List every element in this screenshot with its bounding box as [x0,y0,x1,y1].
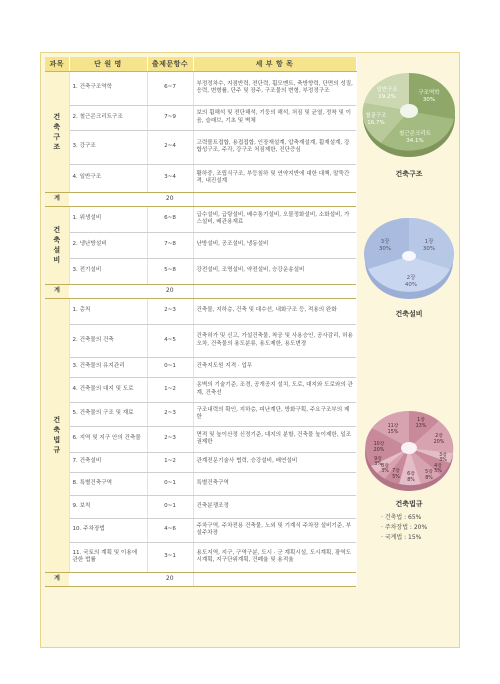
question-count: 6~7 [147,71,193,105]
total-label: 계 [45,284,69,298]
legend-item: · 건축법 : 65% [381,514,422,521]
header-count: 출제문항수 [147,57,193,71]
label-pct: 16.7% [367,120,385,126]
label-pct: 20% [373,448,385,453]
label-pct: 3% [374,462,382,467]
question-count: 7~9 [147,105,193,130]
subject-law: 건축법규 [45,298,69,572]
label-pct: 8% [425,476,433,481]
label-name: 3장 [439,453,447,458]
question-count: 4~6 [147,518,193,542]
law-chart [359,405,459,543]
total-row [45,192,356,206]
unit-name: 1. 건축구조역학 [69,71,147,105]
legend-item: · 주차장법 : 20% [381,524,428,531]
question-count: 7~8 [147,232,193,258]
structure-chart [359,61,459,179]
question-count: 1~2 [147,452,193,472]
table-row [45,452,356,472]
label-name: 10장 [373,442,385,447]
unit-name: 2. 냉난방설비 [69,232,147,258]
equipment-donut [359,213,459,303]
label-pct: 30% [378,246,392,252]
unit-name: 4. 일반구조 [69,164,147,192]
detail-items: 부정정차수, 지점반력, 전단력, 휨모멘트, 축방향력, 단면의 성질, 응력, 변형률, 단주 및 장주, 구조물의 변형, 부정정구조 [193,71,356,105]
law-caption: 건축법규 [395,500,423,508]
header-unit: 단 원 명 [69,57,147,71]
total-row [45,572,356,586]
law-legend [359,513,459,543]
table-row [45,518,356,542]
label-pct: 5% [434,469,442,474]
question-count: 5~8 [147,258,193,284]
detail-items: 급수설비, 급탕설비, 배수통기설비, 오물정화설비, 소화설비, 가스설비, 배관용재료 [193,206,356,232]
table-row [45,258,356,284]
question-count: 6~8 [147,206,193,232]
unit-name: 10. 주차장법 [69,518,147,542]
question-count: 2~3 [147,426,193,452]
donut-hole [401,442,417,454]
detail-items: 옹벽의 기술기준, 조경, 공개공지 설치, 도로, 대지와 도로와의 관계, 건축선 [193,377,356,402]
unit-name: 9. 보칙 [69,495,147,518]
header-detail: 세 부 항 목 [193,57,356,71]
structure-donut [359,61,459,161]
table-row [45,402,356,426]
label-name: 철근콘크리트 [399,131,431,137]
unit-name: 8. 특별건축구역 [69,472,147,495]
detail-items: 보의 휨해석 및 전단해석, 기둥의 해석, 처짐 및 균열, 정착 및 이음, 슬래브, 기초 및 벽체 [193,105,356,130]
detail-items: 구조내력의 확인, 지하층, 피난계단, 방화구획, 주요구조부의 제한 [193,402,356,426]
label-pct: 3% [381,469,389,474]
detail-items: 건축지도원 지격 · 업무 [193,357,356,377]
exam-table [45,57,357,587]
equipment-caption: 건축설비 [395,310,423,318]
table-row [45,206,356,232]
subject-equipment: 건축설비 [45,206,69,284]
label-pct: 15% [387,430,399,435]
detail-items: 특별건축구역 [193,472,356,495]
unit-name: 3. 전기설비 [69,258,147,284]
label-pct: 5% [392,475,400,480]
label-name: 9장 [374,457,382,462]
unit-name: 3. 강구조 [69,130,147,164]
label-name: 5장 [425,470,433,475]
detail-items: 건축물, 지하층, 건축 및 대수선, 내화구조 등, 적용의 완화 [193,298,356,324]
total-label: 계 [45,572,69,586]
label-pct: 8% [407,478,415,483]
question-count: 1~2 [147,377,193,402]
unit-name: 1. 위생설비 [69,206,147,232]
detail-items: 건축분쟁조정 [193,495,356,518]
total-count: 20 [147,572,193,586]
question-count: 0~1 [147,472,193,495]
table-row [45,298,356,324]
detail-items: 면적 및 높이산정 신정기준, 대지의 분할, 건축물 높이제한, 일조권제한 [193,426,356,452]
label-pct: 13% [415,424,427,429]
unit-name: 1. 총칙 [69,298,147,324]
table-row [45,164,356,192]
table-row [45,324,356,357]
question-count: 4~5 [147,324,193,357]
table-header [45,57,356,71]
unit-name: 2. 건축물의 건축 [69,324,147,357]
detail-items: 주차구역, 주차전용 건축물, 노외 및 기계식 주차장 설비기준, 부설주차장 [193,518,356,542]
total-label: 계 [45,192,69,206]
total-row [45,284,356,298]
label-pct: 40% [404,282,418,288]
label-name: 8장 [381,464,389,469]
total-count: 20 [147,192,193,206]
header-subject: 과목 [45,57,69,71]
label-pct: 20% [433,440,445,445]
label-name: 일반구조 [376,87,398,93]
question-count: 3~4 [147,164,193,192]
label-name: 철골구조 [365,113,387,119]
detail-items: 고력볼트접합, 용접접합, 인장재설계, 압축재설계, 휨재설계, 강합성구조, 주각, 강구조 처짐제한, 진단증심 [193,130,356,164]
label-name: 1장 [417,418,425,423]
label-name: 7장 [392,469,400,474]
label-name: 3장 [380,239,390,245]
label-name: 2장 [406,275,416,281]
table-row [45,232,356,258]
label-pct: 19.2% [378,94,396,100]
law-donut [359,405,459,495]
table-row [45,105,356,130]
detail-items: 건축허가 및 신고, 가설건축물, 착공 및 사용승인, 공사감리, 허용오차, 건축물의 용도분류, 용도제한, 용도변경 [193,324,356,357]
label-pct: 34.1% [406,138,424,144]
detail-items: 용도지역, 지구, 구역구분, 도시 · 군 계획시설, 도시계획, 광역도시계획, 지구단위계획, 건폐율 및 용적율 [193,542,356,572]
label-pct: 30% [422,97,436,103]
table-row [45,377,356,402]
table-row [45,71,356,105]
question-count: 0~1 [147,357,193,377]
unit-name: 7. 건축설비 [69,452,147,472]
legend-item: · 국계법 : 15% [381,534,422,541]
unit-name: 3. 건축물의 유지관리 [69,357,147,377]
detail-items: 강전설비, 조명설비, 약전설비, 승강운송설비 [193,258,356,284]
question-count: 2~4 [147,130,193,164]
donut-hole [402,251,416,261]
question-count: 2~3 [147,402,193,426]
structure-caption: 건축구조 [395,170,423,178]
label-name: 구조역학 [418,90,440,96]
total-count: 20 [147,284,193,298]
detail-items: 난방설비, 공조설비, 냉동설비 [193,232,356,258]
unit-name: 2. 철근콘크리트구조 [69,105,147,130]
question-count: 2~3 [147,298,193,324]
label-name: 11장 [387,424,399,429]
question-count: 0~1 [147,495,193,518]
table-row [45,495,356,518]
table-row [45,357,356,377]
table-row [45,472,356,495]
detail-items: 활하중, 조립식구조, 부등침하 및 연약지반에 대한 대책, 말뚝간격, 내진설계 [193,164,356,192]
subject-structure: 건축구조 [45,71,69,192]
label-name: 2장 [435,434,443,439]
label-name: 4장 [434,464,442,469]
page-panel [40,52,460,648]
unit-name: 11. 국토의 계획 및 이용에 관한 법률 [69,542,147,572]
unit-name: 6. 지역 및 지구 안의 건축물 [69,426,147,452]
question-count: 3~1 [147,542,193,572]
label-name: 1장 [424,239,434,245]
equipment-chart [359,213,459,319]
table-row [45,426,356,452]
label-pct: 3% [439,458,447,463]
donut-hole [400,104,418,118]
unit-name: 5. 건축물의 구조 및 재료 [69,402,147,426]
table-row [45,130,356,164]
label-pct: 30% [422,246,436,252]
table-row [45,542,356,572]
detail-items: 관계전문기술사 협력, 승강설비, 배연설비 [193,452,356,472]
label-name: 6장 [407,472,415,477]
unit-name: 4. 건축물의 대지 및 도로 [69,377,147,402]
